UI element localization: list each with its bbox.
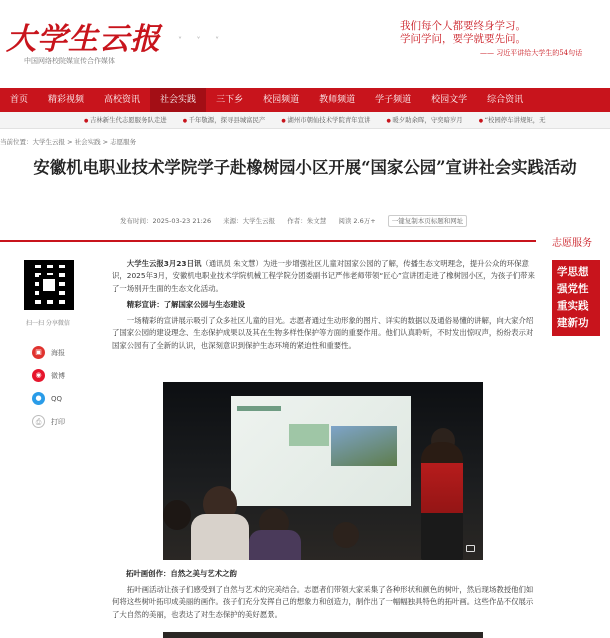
nav-item-college-news[interactable]: 高校资讯 [104, 95, 141, 105]
tagline-line: 强党性 [557, 283, 589, 295]
share-label: 微博 [51, 371, 65, 380]
publish-date: 发布时间：2025-03-23 21:26 [120, 217, 212, 225]
nav-item-literature[interactable]: 校园文学 [431, 95, 468, 105]
copy-link-button[interactable]: 一键复制本页标题和网址 [388, 215, 468, 227]
paragraph: 大学生云报3月23日讯（通讯员 朱文慧）为进一步增强社区儿童对国家公园的了解，传播生态文明理念，提升公众的环保意识，2025年3月，安徽机电职业技术学院机械工程学院分团委副书记严伟老师带领“匠心”宣讲团走进了橡树园小区，为孩子们带来了一场别开生面的生态文化活动。 [112, 259, 535, 293]
ticker-item[interactable]: ● 吉林新生代志愿服务队走进 [84, 116, 167, 124]
decorative-birds-icon: ˅ ˅ ˅ [178, 36, 226, 45]
title-divider [0, 240, 536, 242]
nav-item-home[interactable]: 首页 [10, 95, 29, 105]
section-label[interactable]: 志愿服务 [552, 238, 592, 249]
share-poster-button[interactable] [32, 346, 65, 359]
share-label: 打印 [51, 417, 65, 426]
tagline-line: 重实践 [557, 300, 589, 312]
print-button[interactable] [32, 415, 65, 428]
nav-item-general-news[interactable]: 综合资讯 [487, 95, 524, 105]
subheading: 拓叶画创作：自然之美与艺术之韵 [126, 569, 237, 578]
nav-item-videos[interactable]: 精彩视频 [48, 95, 85, 105]
qq-icon: ● [32, 392, 45, 405]
article-source: 来源：大学生云报 [223, 217, 276, 225]
poster-icon: ▣ [32, 346, 45, 359]
qr-code [24, 260, 74, 310]
nav-item-countryside[interactable]: 三下乡 [216, 95, 244, 105]
ticker-item[interactable]: ● 暖夕助余晖，守奕暗岁月 [386, 116, 462, 124]
article-title: 安徽机电职业技术学院学子赴橡树园小区开展“国家公园”宣讲社会实践活动 [33, 158, 577, 177]
side-banner[interactable] [552, 260, 600, 336]
share-label: 海报 [51, 348, 65, 357]
article-photo-2 [163, 632, 483, 638]
main-nav [0, 88, 610, 112]
ticker-item[interactable]: ● “校园停车讲规矩，无 [479, 116, 546, 124]
share-qq-button[interactable] [32, 392, 62, 405]
article-photo [163, 382, 483, 560]
paragraph: 一场精彩的宣讲展示吸引了众多社区儿童的目光。志愿者通过生动形象的图片、详实的数据以及通俗易懂的讲解，向大家介绍了国家公园的建设理念、生态保护成果以及其在生物多样性保护等方面的重要作用。他们认真聆听，不时发出惊叹声，纷纷表示对国家公园有了全新的认识，也深刻意识到保护生态环境的紧迫性和重要性。 [112, 316, 534, 350]
header-slogan [400, 20, 582, 60]
share-weibo-button[interactable] [32, 369, 65, 382]
projection-screen [231, 396, 411, 506]
camera-icon [466, 545, 475, 552]
article-body [112, 258, 536, 356]
slogan-line-1: 我们每个人都要终身学习。 [400, 20, 526, 32]
nav-item-social-practice[interactable]: 社会实践 [150, 88, 206, 112]
subheading: 精彩宣讲：了解国家公园与生态建设 [126, 299, 246, 309]
share-label: QQ [51, 394, 63, 403]
ticker-item[interactable]: ● 千年敬源，探寻县城富民产 [183, 116, 266, 124]
article-meta [120, 216, 477, 225]
view-count: 阅读 2.6万+ [338, 217, 376, 225]
qr-caption: 扫一扫 分享微信 [26, 320, 70, 327]
slogan-attribution: —— 习近平讲给大学生的54句话 [480, 49, 583, 57]
print-icon: ⎙ [32, 415, 45, 428]
ticker-item[interactable]: ● 湖州市朝仙技术学院青年宣讲 [281, 116, 370, 124]
breadcrumb[interactable]: 当前位置：大学生云报 > 社会实践 > 志愿服务 [0, 138, 137, 146]
presenter [421, 442, 463, 560]
paragraph: 拓叶画活动让孩子们感受到了自然与艺术的完美结合。志愿者们带领大家采集了各种形状和颜色的树叶，然后现场教授他们如何将这些树叶拓印成美丽的画作。孩子们充分发挥自己的想象力和创造力，制作出了一幅幅独具特色的拓叶画。这些作品不仅展示了大自然的美丽，也表达了对生态保护的美好愿景。 [112, 585, 534, 619]
tagline-line: 建新功 [557, 317, 589, 329]
weibo-icon: ◉ [32, 369, 45, 382]
dateline: 大学生云报3月23日讯 [126, 259, 202, 268]
logo-subtitle: 中国网络校院媒宣传合作媒体 [24, 57, 115, 65]
site-header [0, 0, 610, 88]
nav-item-teachers[interactable]: 教师频道 [319, 95, 356, 105]
slogan-line-2: 学问学问，要学就要先问。 [400, 33, 526, 45]
site-logo[interactable]: 大学生云报 [6, 22, 161, 57]
tagline-line: 学思想 [557, 266, 589, 278]
nav-item-campus[interactable]: 校园频道 [263, 95, 300, 105]
article-author: 作者：朱文慧 [287, 217, 327, 225]
article-body-continued [112, 584, 536, 621]
news-ticker [0, 112, 610, 129]
nav-item-students[interactable]: 学子频道 [375, 95, 412, 105]
